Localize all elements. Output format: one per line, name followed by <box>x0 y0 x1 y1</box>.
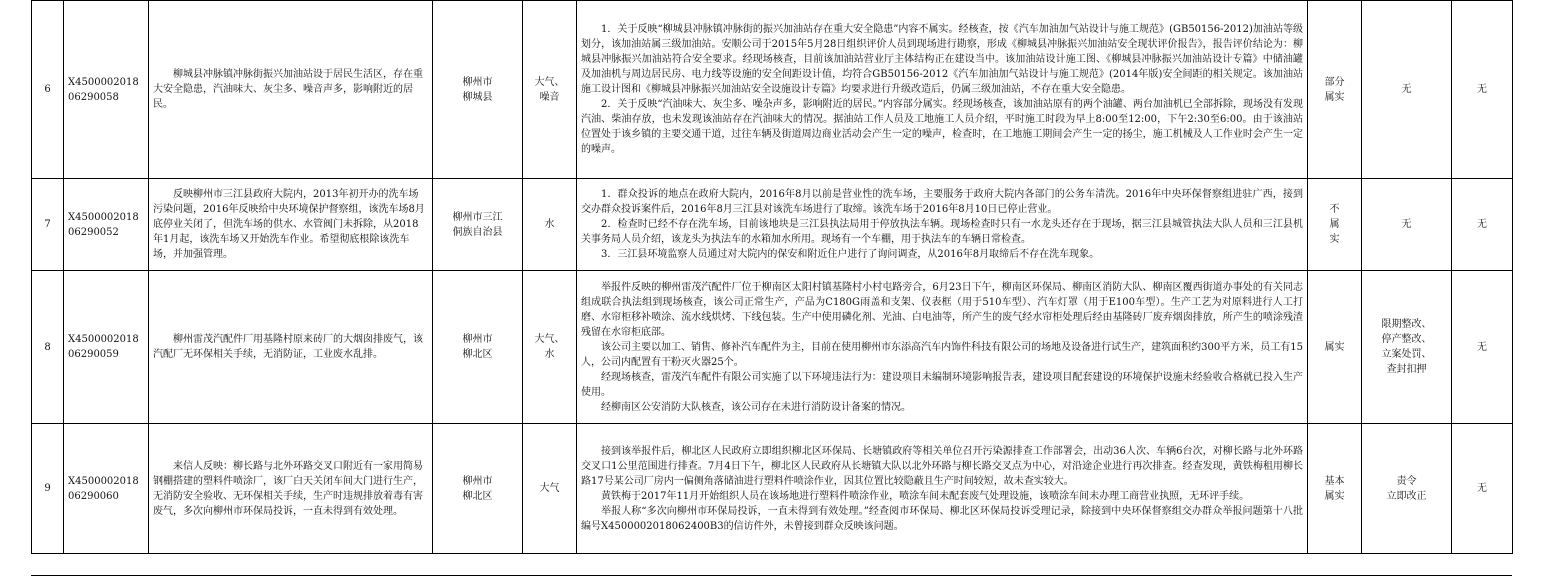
truth-status: 不 属 实 <box>1308 179 1362 271</box>
result-paragraph: 举报人称“多次向柳州市环保局投诉，一直未得到有效处理。”经查阅市环保局、柳北区环保局投诉受理记录，除接到中央环保督察组交办群众举报问题第十八批编号X4500002018062400B3的信访件外，未曾接到群众反映该问题。 <box>581 505 1303 532</box>
result-paragraph: 2．检查时已经不存在洗车场，目前该地块是三江县执法局用于停放执法车辆。现场检查时只有一水龙头还存在于现场，据三江县城管执法大队人员和三江县机关事务局人员介绍，该龙头为执法车的水箱加水所用。现场有一个车棚，用于执法车的车辆日常检查。 <box>581 219 1303 245</box>
table-row <box>32 1 1513 179</box>
case-code: X4500002018 06290052 <box>64 179 149 271</box>
row-index: 6 <box>32 1 64 179</box>
truth-status: 基本 属实 <box>1308 424 1362 554</box>
region: 柳州市 柳北区 <box>433 424 523 554</box>
case-code: X4500002018 06290060 <box>64 424 149 554</box>
result-paragraph: 举报件反映的柳州雷茂汽配件厂位于柳南区太阳村镇基隆村小村屯路旁合，6月23日下午，柳南区环保局、柳南区消防大队、柳南区覆西街道办事处的有关同志组成联合执法组到现场核查，该公司正常生产，产品为C180G雨盖和支架、仪表框（用于510车型）、汽车灯罩（用于E100车型）。生产工艺为对原料进行人工打磨、水帘柜移补喷涂、流水线烘烤、下线包装。生产中使用磷化剂、光油、白电油等，所产生的废气经水帘柜处理后经由基隆砖厂废弃烟囱排放，所产生的喷涂残渣残留在水帘柜底部。 <box>581 281 1303 338</box>
accountability: 无 <box>1452 271 1513 424</box>
region: 柳州市三江 侗族自治县 <box>433 179 523 271</box>
pollution-type: 大气、 水 <box>523 271 577 424</box>
handling-measures: 无 <box>1362 179 1452 271</box>
accountability: 无 <box>1452 424 1513 554</box>
handling-measures: 限期整改、 停产整改、 立案处罚、 查封扣押 <box>1362 271 1452 424</box>
investigation-result <box>577 1 1308 179</box>
handling-measures: 无 <box>1362 1 1452 179</box>
result-paragraph: 黄铁梅于2017年11月开始组织人员在该场地进行塑料件喷涂作业，喷涂车间未配套废气处理设施，该喷涂车间未办理工商营业执照，无环评手续。 <box>601 490 1250 502</box>
pollution-type: 大气、 噪音 <box>523 1 577 179</box>
row-index: 8 <box>32 271 64 424</box>
accountability: 无 <box>1452 1 1513 179</box>
investigation-result <box>577 424 1308 554</box>
complaint-summary: 来信人反映：柳长路与北外环路交叉口附近有一家用简易钢棚搭建的塑料件喷涂厂，该厂白天关闭车间大门进行生产，无消防安全验收、无环保相关手续，生产时违规排放着毒有害废气，多次向柳州市环保局投诉，一直未得到有效处理。 <box>149 424 433 554</box>
table-row <box>32 424 1513 554</box>
result-paragraph: 3．三江县环境监察人员通过对大院内的保安和附近住户进行了询问调查，从2016年8月取缔后不存在洗车现象。 <box>601 249 1100 260</box>
result-paragraph: 接到该举报件后，柳北区人民政府立即组织柳北区环保局、长塘镇政府等相关单位召开污染源排查工作部署会，出动36人次、车辆6台次，对柳长路与北外环路交叉口1公里范围进行排查。7月4日下午，柳北区人民政府从长塘镇大队以北外环路与柳长路交叉点为中心，对沿途企业进行再次排查。经查发现，黄铁梅租用柳长路17号某公司厂房内一偏侧角落储油进行塑料件喷涂作业，因其位置比较隐蔽且生产时间较短，故未查实较大。 <box>581 445 1303 487</box>
case-code: X4500002018 06290058 <box>64 1 149 179</box>
row-index: 7 <box>32 179 64 271</box>
result-paragraph: 2．关于反映“汽油味大、灰尘多、噪杂声多，影响附近的居民。”内容部分属实。经现场核查，该加油站原有的两个油罐、两台加油机已全部拆除，现场没有发现汽油、柴油存放，也未发现该油站存在汽油味大的情况。据油站工作人员及工地施工人员介绍，平时施工时段为早上8:00至12:00，下午2:30至6:00。由于该油站位置处于该乡镇的主要交通干道，过往车辆及街道周边商业活动会产生一定的噪声，检查时，在工地施工期间会产生一定的扬尘，施工机械及人工作业时会产生一定的噪声。 <box>581 99 1303 155</box>
complaint-summary: 柳州雷茂汽配件厂用基隆村原来砖厂的大烟囱排废气，该汽配厂无环保相关手续，无消防证，工业废水乱排。 <box>149 271 433 424</box>
row-index: 9 <box>32 424 64 554</box>
truth-status: 部分 属实 <box>1308 1 1362 179</box>
pollution-type: 水 <box>523 179 577 271</box>
bottom-rule <box>31 575 1512 576</box>
table-row <box>32 179 1513 271</box>
complaint-summary: 反映柳州市三江县政府大院内，2013年初开办的洗车场污染问题，2016年反映给中央环境保护督察组，该洗车场8月底停业关闭了，但洗车场的供水、水管阀门未拆除，从2018年1月起，该洗车场又开始洗车作业。希望彻底根除该洗车场，并加强管理。 <box>149 179 433 271</box>
region: 柳州市 柳北区 <box>433 271 523 424</box>
accountability: 无 <box>1452 179 1513 271</box>
report-table <box>31 0 1513 554</box>
investigation-result <box>577 179 1308 271</box>
result-paragraph: 1．关于反映“柳城县冲脉镇冲脉街的振兴加油站存在重大安全隐患”内容不属实。经核查，按《汽车加油加气站设计与施工规范》(GB50156-2012)加油站等级划分，该加油站属三级加油站。安顺公司于2015年5月28日组织评价人员到现场进行勘察，形成《柳城县冲脉振兴加油站安全现状评价报告》，报告评价结论为：柳城县冲脉振兴加油站符合安全要求。经现场核查，目前该加油站营业厅主体结构正在建设当中。该加油站设计施工图、《柳城县冲脉振兴加油站设计专篇》中储油罐及加油机与周边居民房、电力线等设施的安全间距设计值，均符合GB50156-2012《汽车加油加气站设计与施工规范》(2014年版)安全间距的相关规定。该加油站施工设计图和《柳城县冲脉振兴加油站安全设施设计专篇》均要求进行升级改造后，仍属三级加油站，不存在重大安全隐患。 <box>581 24 1303 95</box>
region: 柳州市 柳城县 <box>433 1 523 179</box>
result-paragraph: 1．群众投诉的地点在政府大院内，2016年8月以前是营业性的洗车场，主要服务于政府大院内各部门的公务车清洗。2016年中央环保督察组进驻广西，接到交办群众投诉案件后，2016年8月三江县对该洗车场进行了取缔。该洗车场于2016年8月10日已停止营业。 <box>581 189 1303 215</box>
investigation-result <box>577 271 1308 424</box>
case-code: X4500002018 06290059 <box>64 271 149 424</box>
result-paragraph: 经现场核查，雷茂汽车配件有限公司实施了以下环境违法行为：建设项目未编制环境影响报告表，建设项目配套建设的环境保护设施未经验收合格就已投入生产使用。 <box>581 371 1303 398</box>
result-paragraph: 该公司主要以加工、销售、修补汽车配件为主，目前在使用柳州市东添高汽车内饰件科技有限公司的场地及设备进行试生产，建筑面积约300平方米，员工有15人，公司内配置有干粉灭火器25个。 <box>581 341 1303 368</box>
table-row <box>32 271 1513 424</box>
result-paragraph: 经柳南区公安消防大队核查，该公司存在未进行消防设计备案的情况。 <box>601 401 911 413</box>
handling-measures: 责令 立即改正 <box>1362 424 1452 554</box>
complaint-summary: 柳城县冲脉镇冲脉街振兴加油站设于居民生活区，存在重大安全隐患，汽油味大、灰尘多、噪音声多，影响附近的居民。 <box>149 1 433 179</box>
truth-status: 属实 <box>1308 271 1362 424</box>
pollution-type: 大气 <box>523 424 577 554</box>
